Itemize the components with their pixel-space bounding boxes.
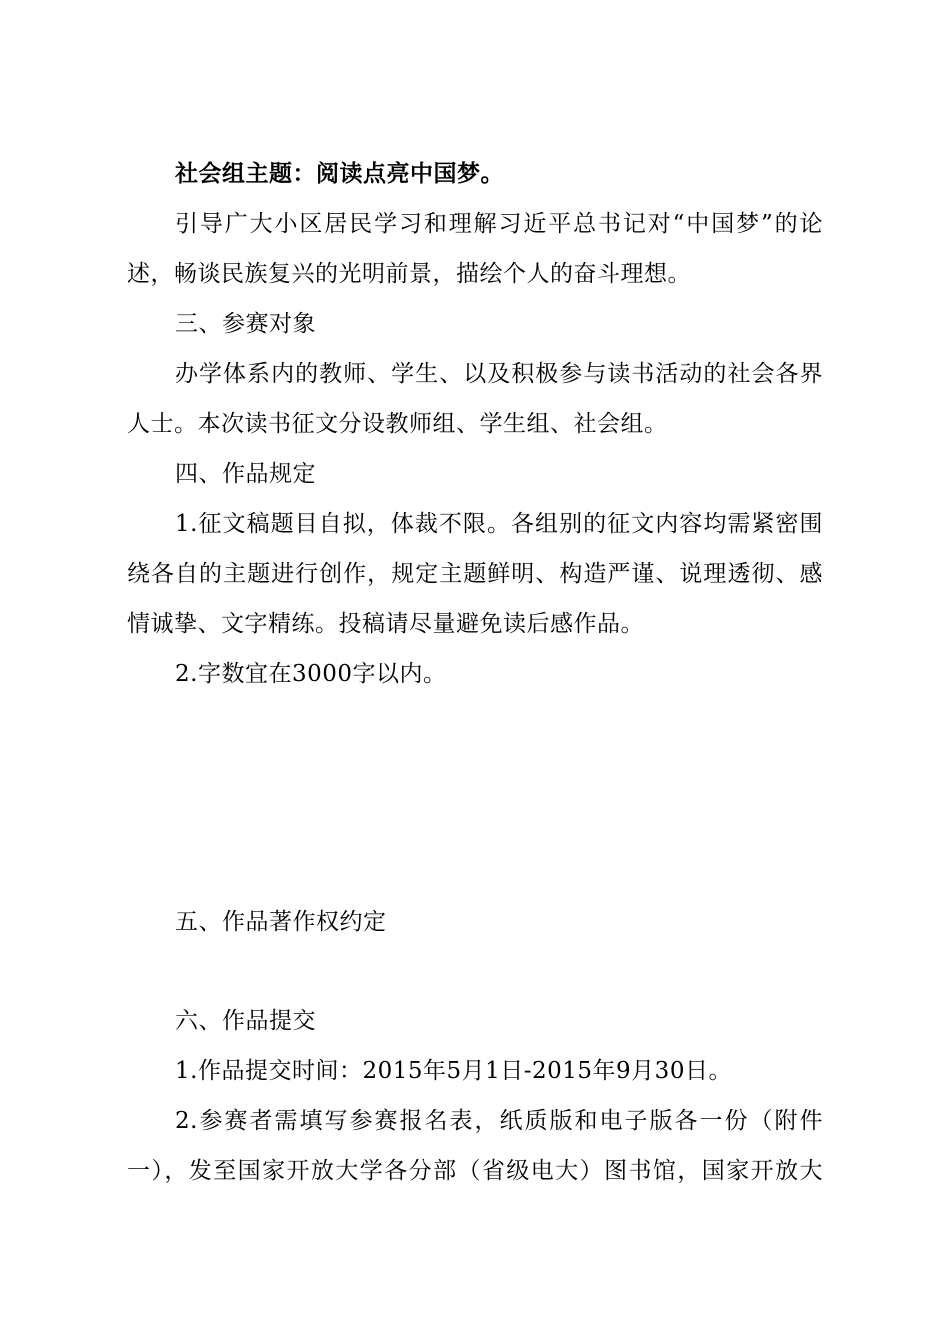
section-4-item-1-line-1: 1.征文稿题目自拟，体裁不限。各组别的征文内容均需紧密围 xyxy=(175,511,823,537)
social-theme-body-line-1: 引导广大小区居民学习和理解习近平总书记对“中国梦”的论 xyxy=(175,211,823,237)
section-5-heading: 五、作品著作权约定 xyxy=(175,909,387,935)
social-theme-heading: 社会组主题：阅读点亮中国梦。 xyxy=(175,160,504,187)
section-6-item-2-line-1: 2.参赛者需填写参赛报名表，纸质版和电子版各一份（附件 xyxy=(175,1108,823,1134)
section-4-item-1-line-2: 绕各自的主题进行创作，规定主题鲜明、构造严谨、说理透彻、感 xyxy=(127,561,823,587)
section-3-heading: 三、参赛对象 xyxy=(175,311,316,337)
section-6-item-2-line-2: 一），发至国家开放大学各分部（省级电大）图书馆，国家开放大 xyxy=(127,1158,823,1184)
section-6-heading: 六、作品提交 xyxy=(175,1008,316,1034)
section-4-item-2: 2.字数宜在3000字以内。 xyxy=(175,661,447,687)
section-3-body-line-2: 人士。本次读书征文分设教师组、学生组、社会组。 xyxy=(127,411,668,437)
section-4-heading: 四、作品规定 xyxy=(175,461,316,487)
section-4-item-1-line-3: 情诚挚、文字精练。投稿请尽量避免读后感作品。 xyxy=(127,611,644,637)
section-3-body-line-1: 办学体系内的教师、学生、以及积极参与读书活动的社会各界 xyxy=(175,361,823,387)
social-theme-body-line-2: 述，畅谈民族复兴的光明前景，描绘个人的奋斗理想。 xyxy=(127,261,691,287)
section-6-item-1: 1.作品提交时间：2015年5月1日-2015年9月30日。 xyxy=(175,1058,732,1084)
